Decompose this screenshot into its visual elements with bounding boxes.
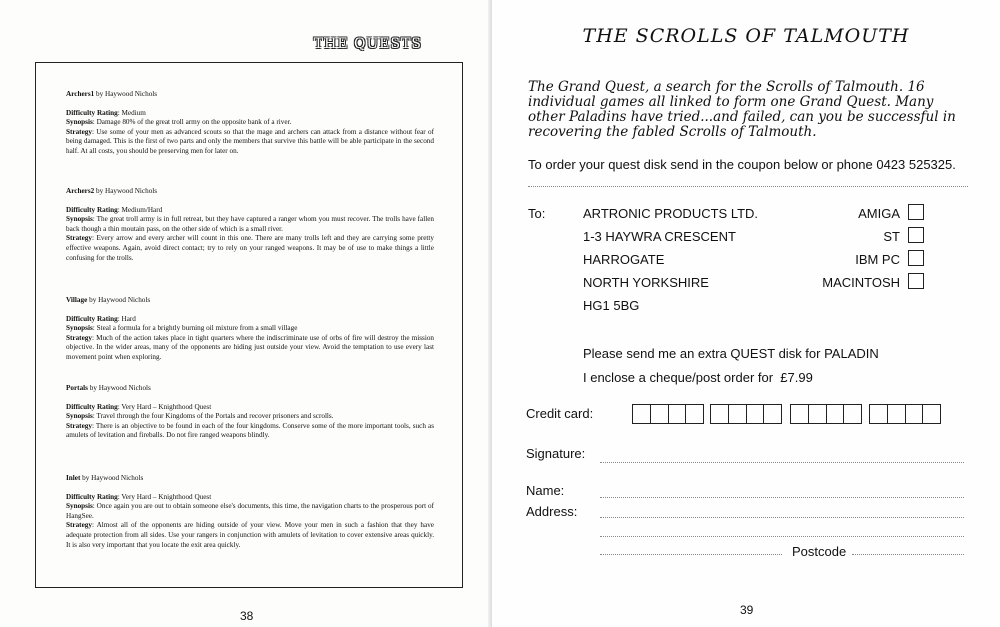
- right-page: [492, 0, 1000, 627]
- left-page-header: THE QUESTS: [313, 36, 422, 52]
- divider: [528, 186, 968, 187]
- price: £7.99: [780, 370, 813, 385]
- address-line-county: NORTH YORKSHIRE: [583, 275, 709, 290]
- quest-title: Archers1 by Haywood Nichols: [66, 90, 158, 98]
- address-line-company: ARTRONIC PRODUCTS LTD.: [583, 206, 759, 221]
- page-title: THE SCROLLS OF TALMOUTH: [582, 25, 910, 47]
- quest-entry-village: [66, 296, 434, 363]
- signature-line[interactable]: [600, 462, 964, 463]
- platform-label-macintosh: MACINTOSH: [822, 275, 900, 290]
- quest-entry-inlet: [66, 474, 434, 550]
- credit-card-group-2[interactable]: [710, 404, 782, 424]
- st-checkbox[interactable]: [908, 227, 924, 243]
- signature-label: Signature:: [526, 446, 586, 461]
- quest-entry-archers1: [66, 90, 434, 157]
- quest-entry-portals: [66, 384, 434, 441]
- credit-card-group-3[interactable]: [790, 404, 862, 424]
- postcode-line[interactable]: [852, 554, 964, 555]
- quest-synopsis: Synopsis: Steal a formula for a brightly burning oil mixture from a small village: [66, 324, 298, 333]
- quest-entry-archers2: [66, 187, 434, 263]
- quest-difficulty: Difficulty Rating: Medium: [66, 108, 146, 117]
- credit-card-group-1[interactable]: [632, 404, 704, 424]
- quest-strategy: Strategy: There is an objective to be found in each of the four kingdoms. Conserve some of the more important tools, such as amulets of levitation and fireballs. Do not fire ranged weapons blindly.: [66, 421, 434, 440]
- quest-synopsis: Synopsis: Once again you are out to obtain someone else's documents, this time, the navigation charts to the prosperous port of HangSee.: [66, 502, 434, 520]
- quest-synopsis: Synopsis: The great troll army is in full retreat, but they have captured a ranger whom you must recover. The trolls have fallen back though a thin moutain pass, on the other side of which is a small river.: [66, 215, 434, 233]
- request-line: Please send me an extra QUEST disk for PALADIN: [583, 346, 879, 361]
- address-line-1[interactable]: [600, 517, 964, 518]
- name-line[interactable]: [600, 497, 964, 498]
- ibm-pc-checkbox[interactable]: [908, 250, 924, 266]
- platform-label-ibm-pc: IBM PC: [855, 252, 900, 267]
- intro-paragraph: The Grand Quest, a search for the Scrolls of Talmouth. 16 individual games all linked to form one Grand Quest. Many other Paladins have tried...and failed, can you be successful in recovering the fabled Scrolls of Talmouth.: [528, 79, 956, 140]
- quest-synopsis: Synopsis: Damage 80% of the great troll army on the opposite bank of a river.: [66, 118, 292, 127]
- quest-difficulty: Difficulty Rating: Very Hard – Knighthood Quest: [66, 402, 212, 411]
- address-line-2[interactable]: [600, 536, 964, 537]
- to-label: To:: [528, 206, 546, 221]
- quest-strategy: Strategy: Much of the action takes place in tight quarters where the indiscriminate use of orbs of fire will destroy the mission objective. In the wider areas, many of the opponents are hiding just outside your view. Avoid the temptation to use every last movement point when exploring.: [66, 333, 435, 361]
- macintosh-checkbox[interactable]: [908, 273, 924, 289]
- quest-difficulty: Difficulty Rating: Hard: [66, 314, 136, 323]
- amiga-checkbox[interactable]: [908, 204, 924, 220]
- left-page: [0, 0, 492, 627]
- address-line-street: 1-3 HAYWRA CRESCENT: [583, 229, 736, 244]
- page-number-right: 39: [740, 603, 754, 617]
- quest-synopsis: Synopsis: Travel through the four Kingdoms of the Portals and recover prisoners and scrolls.: [66, 412, 334, 421]
- quest-difficulty: Difficulty Rating: Very Hard – Knighthood Quest: [66, 492, 212, 501]
- quest-difficulty: Difficulty Rating: Medium/Hard: [66, 205, 163, 214]
- platform-label-amiga: AMIGA: [858, 206, 900, 221]
- credit-card-label: Credit card:: [526, 406, 594, 421]
- postcode-label: Postcode: [792, 544, 847, 559]
- address-line-town: HARROGATE: [583, 252, 665, 267]
- credit-card-group-4[interactable]: [869, 404, 941, 424]
- address-line-3[interactable]: [600, 554, 782, 555]
- page-number-left: 38: [240, 609, 254, 623]
- quest-title: Inlet by Haywood Nichols: [66, 474, 144, 482]
- enclose-line: I enclose a cheque/post order for £7.99: [583, 370, 813, 385]
- quest-strategy: Strategy: Every arrow and every archer will count in this one. There are many trolls left and they are carrying some pretty effective weapons. Again, avoid direct contact; try to rely on your ranged weapons. It may be of use to make things a little confusing for the trolls.: [66, 234, 434, 262]
- quest-strategy: Strategy: Almost all of the opponents are hiding outside of your view. Move your men in such a fashion that they have adequate protection from all sides. Use your rangers in conjunction with amulets of levitation to cover extensive areas quickly. It is also very important that you locate the exit area quickly.: [66, 521, 435, 549]
- address-line-postcode: HG1 5BG: [583, 298, 640, 313]
- address-label: Address:: [526, 504, 578, 519]
- quest-title: Village by Haywood Nichols: [66, 296, 151, 304]
- quest-title: Portals by Haywood Nichols: [66, 384, 151, 392]
- quest-strategy: Strategy: Use some of your men as advanced scouts so that the mage and archers can attack from a distance without fear of being damaged. This is the first of two parts and only the members that survive this battle will be able participate in the second half. At all costs, you should be preserving men for later on.: [66, 127, 435, 155]
- platform-label-st: ST: [883, 229, 900, 244]
- name-label: Name:: [526, 483, 565, 498]
- quest-title: Archers2 by Haywood Nichols: [66, 187, 158, 195]
- order-instructions: To order your quest disk send in the coupon below or phone 0423 525325.: [528, 157, 956, 172]
